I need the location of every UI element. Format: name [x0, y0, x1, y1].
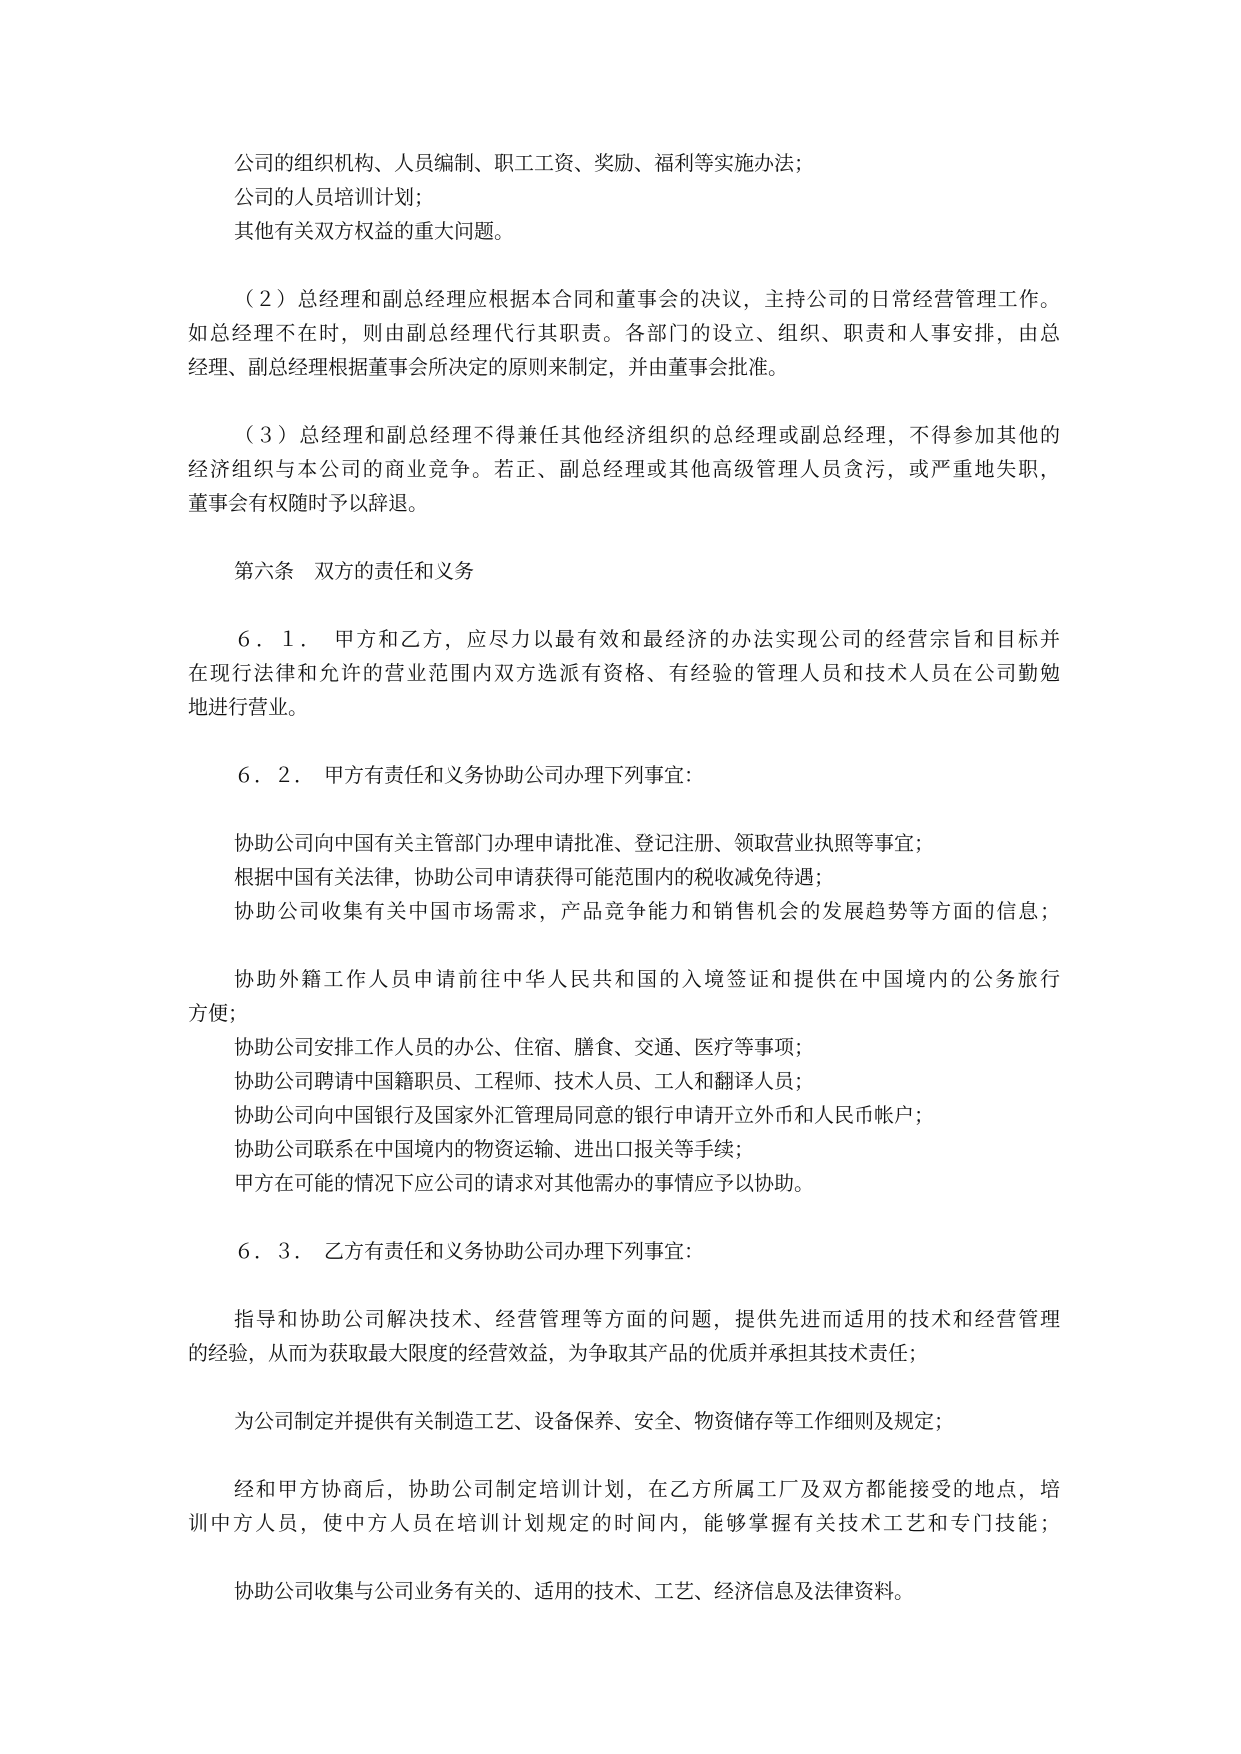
- document-page: [188, 146, 1060, 1608]
- text-line: 的经验，从而为获取最大限度的经营效益，为争取其产品的优质并承担其技术责任；: [188, 1341, 928, 1365]
- text-line: 公司的组织机构、人员编制、职工工资、奖励、福利等实施办法；: [234, 151, 814, 175]
- text-line: 协助外籍工作人员申请前往中华人民共和国的入境签证和提供在中国境内的公务旅行: [234, 967, 1060, 991]
- text-line: （３）总经理和副总经理不得兼任其他经济组织的总经理或副总经理，不得参加其他的: [234, 423, 1060, 447]
- paragraph-gap: [188, 1268, 1060, 1302]
- paragraph-gap: [188, 1370, 1060, 1404]
- paragraph-gap: [188, 248, 1060, 282]
- text-line: 训中方人员，使中方人员在培训计划规定的时间内，能够掌握有关技术工艺和专门技能；: [188, 1511, 1060, 1535]
- text-line: 指导和协助公司解决技术、经营管理等方面的问题，提供先进而适用的技术和经营管理: [234, 1307, 1060, 1331]
- paragraph-gap: [188, 1540, 1060, 1574]
- text-line: 为公司制定并提供有关制造工艺、设备保养、安全、物资储存等工作细则及规定；: [234, 1409, 954, 1433]
- text-line: 如总经理不在时，则由副总经理代行其职责。各部门的设立、组织、职责和人事安排，由总: [188, 321, 1060, 345]
- text-line: 协助公司向中国有关主管部门办理申请批准、登记注册、领取营业执照等事宜；: [234, 831, 934, 855]
- paragraph-gap: [188, 792, 1060, 826]
- text-line: 协助公司收集有关中国市场需求，产品竞争能力和销售机会的发展趋势等方面的信息；: [234, 899, 1060, 923]
- text-line: 第六条 双方的责任和义务: [234, 559, 474, 583]
- text-line: 在现行法律和允许的营业范围内双方选派有资格、有经验的管理人员和技术人员在公司勤勉: [188, 661, 1060, 685]
- text-line: 其他有关双方权益的重大问题。: [234, 219, 514, 243]
- text-line: 协助公司安排工作人员的办公、住宿、膳食、交通、医疗等事项；: [234, 1035, 814, 1059]
- text-line: ６．２． 甲方有责任和义务协助公司办理下列事宜：: [234, 763, 704, 787]
- paragraph-gap: [188, 384, 1060, 418]
- text-line: 地进行营业。: [188, 695, 308, 719]
- text-line: 经济组织与本公司的商业竞争。若正、副总经理或其他高级管理人员贪污，或严重地失职，: [188, 457, 1060, 481]
- text-line: 方便；: [188, 1001, 248, 1025]
- text-line: 根据中国有关法律，协助公司申请获得可能范围内的税收减免待遇；: [234, 865, 834, 889]
- paragraph-gap: [188, 724, 1060, 758]
- paragraph-gap: [188, 1200, 1060, 1234]
- paragraph-gap: [188, 520, 1060, 554]
- text-line: ６．３． 乙方有责任和义务协助公司办理下列事宜：: [234, 1239, 704, 1263]
- text-line: 甲方在可能的情况下应公司的请求对其他需办的事情应予以协助。: [234, 1171, 814, 1195]
- text-line: 协助公司收集与公司业务有关的、适用的技术、工艺、经济信息及法律资料。: [234, 1579, 914, 1603]
- text-line: （２）总经理和副总经理应根据本合同和董事会的决议，主持公司的日常经营管理工作。: [234, 287, 1060, 311]
- text-line: 协助公司联系在中国境内的物资运输、进出口报关等手续；: [234, 1137, 754, 1161]
- text-line: 协助公司聘请中国籍职员、工程师、技术人员、工人和翻译人员；: [234, 1069, 814, 1093]
- text-line: 董事会有权随时予以辞退。: [188, 491, 428, 515]
- paragraph-gap: [188, 1438, 1060, 1472]
- text-line: 协助公司向中国银行及国家外汇管理局同意的银行申请开立外币和人民币帐户；: [234, 1103, 934, 1127]
- text-line: 经理、副总经理根据董事会所决定的原则来制定，并由董事会批准。: [188, 355, 788, 379]
- text-line: 公司的人员培训计划；: [234, 185, 434, 209]
- paragraph-gap: [188, 928, 1060, 962]
- text-line: 经和甲方协商后，协助公司制定培训计划，在乙方所属工厂及双方都能接受的地点，培: [234, 1477, 1060, 1501]
- text-line: ６．１． 甲方和乙方，应尽力以最有效和最经济的办法实现公司的经营宗旨和目标并: [234, 627, 1060, 651]
- paragraph-gap: [188, 588, 1060, 622]
